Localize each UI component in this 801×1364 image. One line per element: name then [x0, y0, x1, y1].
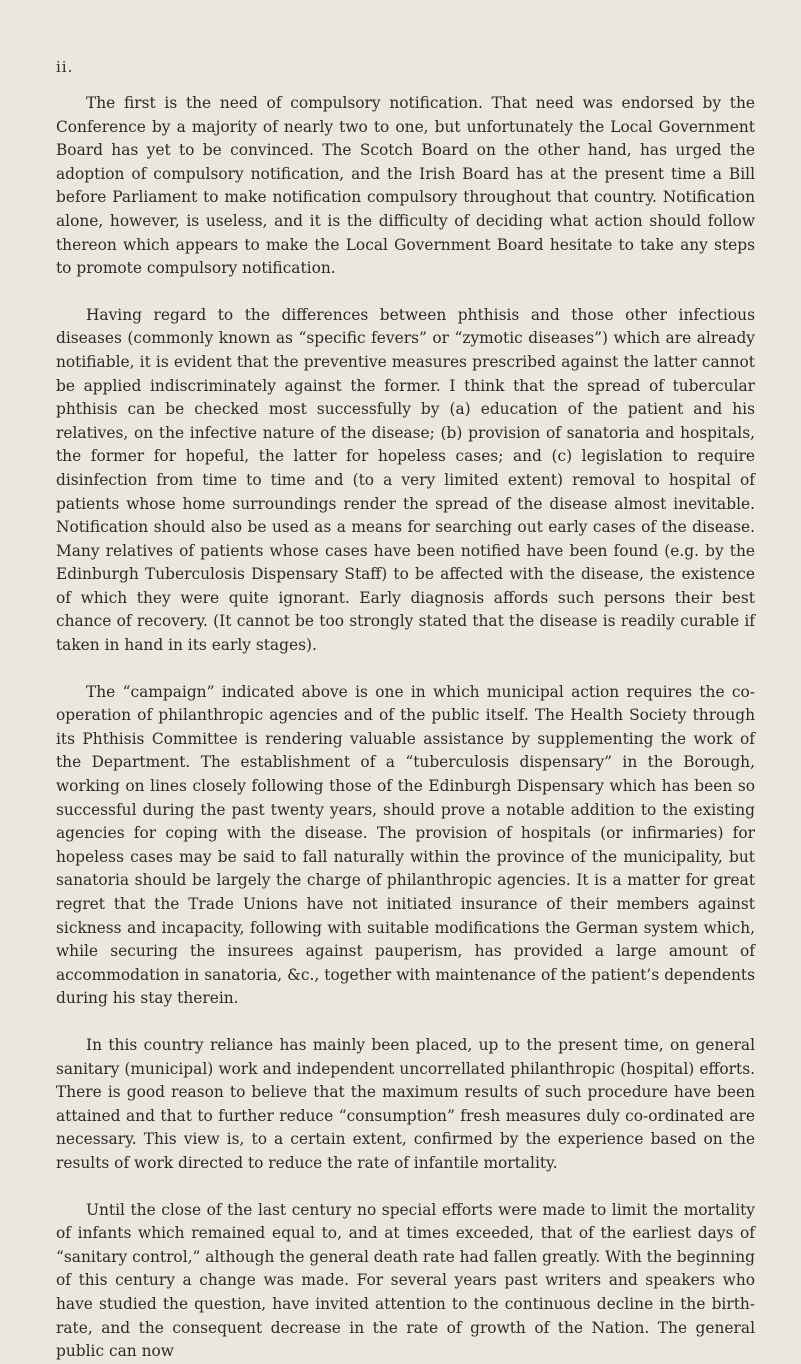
paragraph-reliance: In this country reliance has mainly been placed, up to the present time, on general sanitary (municipal) work and independent uncorrellated philanthropic (hospital) efforts. There is good reason to believe that the maximum results of such procedure have been attained and that to further reduce “consumption” fresh measures duly co-ordinated are necessary. This view is, to a certain extent, confirmed by the experience based on the results of work directed to reduce the rate of infantile mortality.	[56, 1035, 755, 1172]
paragraph-preventive-measures: Having regard to the differences between phthisis and those other infectious diseases (commonly known as “specific fevers” or “zymotic diseases”) which are already notifiable, it is evident that the preventive measures prescribed against the latter cannot be applied indiscriminately against the former. I think that the spread of tubercular phthisis can be checked most successfully by (a) education of the patient and his relatives, on the infective nature of the disease; (b) provision of sanatoria and hospitals, the former for hopeful, the latter for hopeless cases; and (c) legislation to require disinfection from time to time and (to a very limited extent) removal to hospital of patients whose home surroundings render the spread of the disease almost inevitable. Notification should also be used as a means for searching out early cases of the disease. Many relatives of patients whose cases have been notified have been found (e.g. by the Edinburgh Tuberculosis Dispensary Staff) to be affected with the disease, the existence of which they were quite ignorant. Early diagnosis affords such persons their best chance of recovery. (It cannot be too strongly stated that the disease is readily curable if taken in hand in its early stages).	[56, 305, 755, 655]
paragraph-notification: The first is the need of compulsory notification. That need was endorsed by the Conference by a majority of nearly two to one, but unfortunately the Local Government Board has yet to be convinced. The Scotch Board on the other hand, has urged the adoption of compulsory notification, and the Irish Board has at the present time a Bill before Parliament to make notification compulsory throughout that country. Notification alone, however, is useless, and it is the difficulty of deciding what action should follow thereon which appears to make the Local Government Board hesitate to take any steps to promote compulsory notification.	[56, 94, 755, 278]
body-text	[56, 92, 755, 1364]
paragraph-infant-mortality: Until the close of the last century no special efforts were made to limit the mortality of infants which remained equal to, and at times exceeded, that of the earliest days of “sanitary control,” although the general death rate had fallen greatly. With the beginning of this century a change was made. For several years past writers and speakers who have studied the question, have invited attention to the continuous decline in the birth-rate, and the consequent decrease in the rate of growth of the Nation. The general public can now	[56, 1200, 755, 1361]
paragraph-campaign: The “campaign” indicated above is one in which municipal action requires the co-operation of philanthropic agencies and of the public itself. The Health Society through its Phthisis Committee is rendering valuable assistance by supplementing the work of the Department. The establishment of a “tuberculosis dispensary” in the Borough, working on lines closely following those of the Edinburgh Dispensary which has been so successful during the past twenty years, should prove a notable addition to the existing agencies for coping with the disease. The provision of hospitals (or infirmaries) for hopeless cases may be said to fall naturally within the province of the municipality, but sanatoria should be largely the charge of philanthropic agencies. It is a matter for great regret that the Trade Unions have not initiated insurance of their members against sickness and incapacity, following with suitable modifications the German system which, while securing the insurees against pauperism, has provided a large amount of accommodation in sanatoria, &c., together with maintenance of the patient’s dependents during his stay therein.	[56, 682, 755, 1008]
page-number: ii.	[56, 58, 74, 76]
